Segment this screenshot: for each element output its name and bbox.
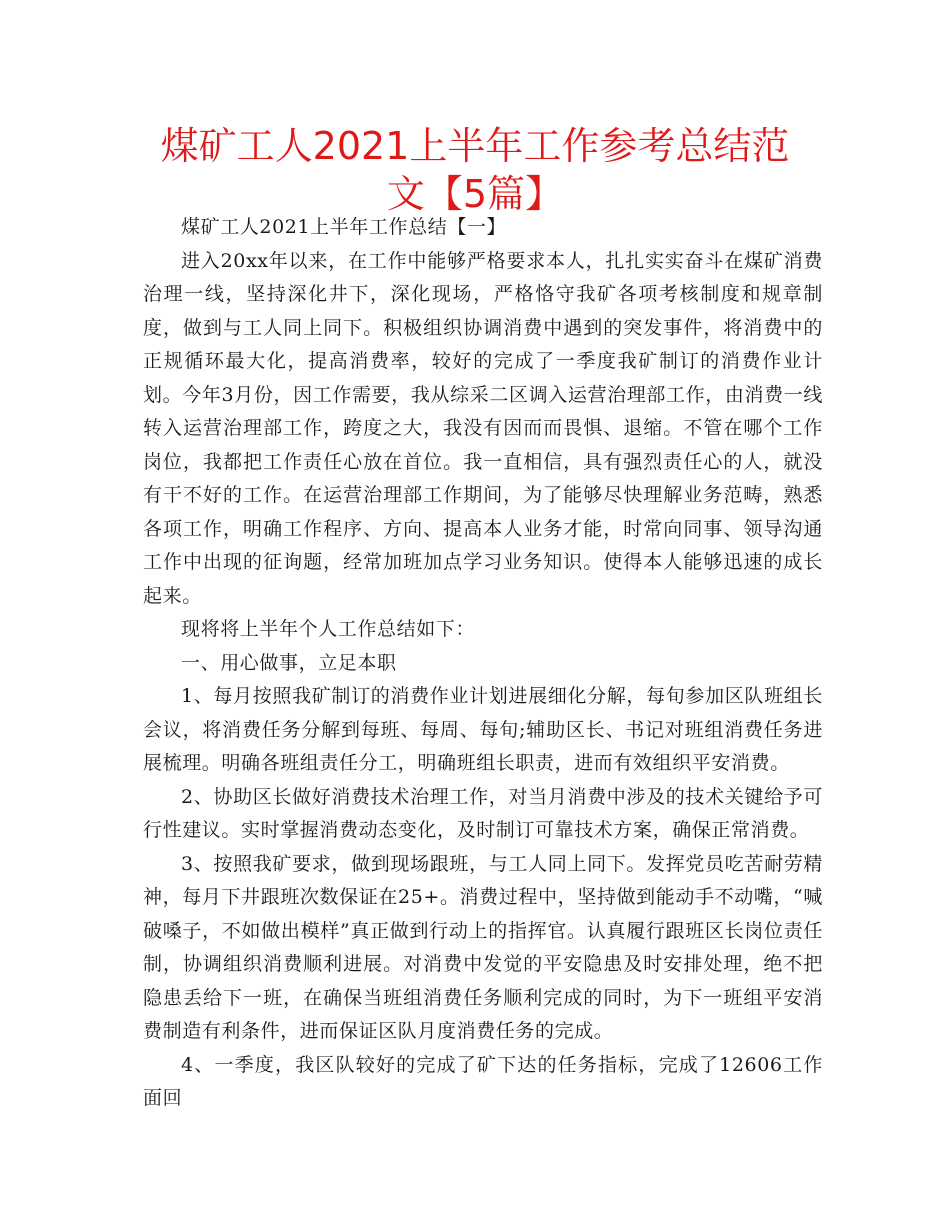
list-item-2: 2、协助区长做好消费技术治理工作，对当月消费中涉及的技术关键给予可行性建议。实时掌握消费动态变化，及时制订可靠技术方案，确保正常消费。: [143, 785, 823, 841]
document-body: [143, 211, 823, 1116]
subheading-1: 一、用心做事，立足本职: [181, 651, 397, 674]
list-item-3: 3、按照我矿要求，做到现场跟班，与工人同上同下。发挥党员吃苦耐劳精神，每月下井跟班次数保证在25+。消费过程中，坚持做到能动手不动嘴，“喊破嗓子，不如做出模样”真正做到行动上的指挥官。认真履行跟班区长岗位责任制，协调组织消费顺利进展。对消费中发觉的平安隐患及时安排处理，绝不把隐患丢给下一班，在确保当班组消费任务顺利完成的同时，为下一班组平安消费制造有利条件，进而保证区队月度消费任务的完成。: [143, 852, 823, 1042]
list-item-4: 4、一季度，我区队较好的完成了矿下达的任务指标，完成了12606工作面回: [143, 1053, 823, 1109]
list-item-1: 1、每月按照我矿制订的消费作业计划进展细化分解，每旬参加区队班组长会议，将消费任务分解到每班、每周、每旬;辅助区长、书记对班组消费任务进展梳理。明确各班组责任分工，明确班组长职责，进而有效组织平安消费。: [143, 685, 823, 774]
document-title: 煤矿工人2021上半年工作参考总结范文【5篇】: [160, 124, 790, 216]
summary-lead: 现将将上半年个人工作总结如下：: [181, 618, 476, 640]
intro-paragraph: 进入20xx年以来，在工作中能够严格要求本人，扎扎实实奋斗在煤矿消费治理一线，坚持深化井下，深化现场，严格恪守我矿各项考核制度和规章制度，做到与工人同上同下。积极组织协调消费中遇到的突发事件，将消费中的正规循环最大化，提高消费率，较好的完成了一季度我矿制订的消费作业计划。今年3月份，因工作需要，我从综采二区调入运营治理部工作，由消费一线转入运营治理部工作，跨度之大，我没有因而而畏惧、退缩。不管在哪个工作岗位，我都把工作责任心放在首位。我一直相信，具有强烈责任心的人，就没有干不好的工作。在运营治理部工作期间，为了能够尽快理解业务范畴，熟悉各项工作，明确工作程序、方向、提高本人业务才能，时常向同事、领导沟通工作中出现的征询题，经常加班加点学习业务知识。使得本人能够迅速的成长起来。: [143, 249, 823, 607]
section-heading-1: 煤矿工人2021上半年工作总结【一】: [181, 216, 507, 238]
